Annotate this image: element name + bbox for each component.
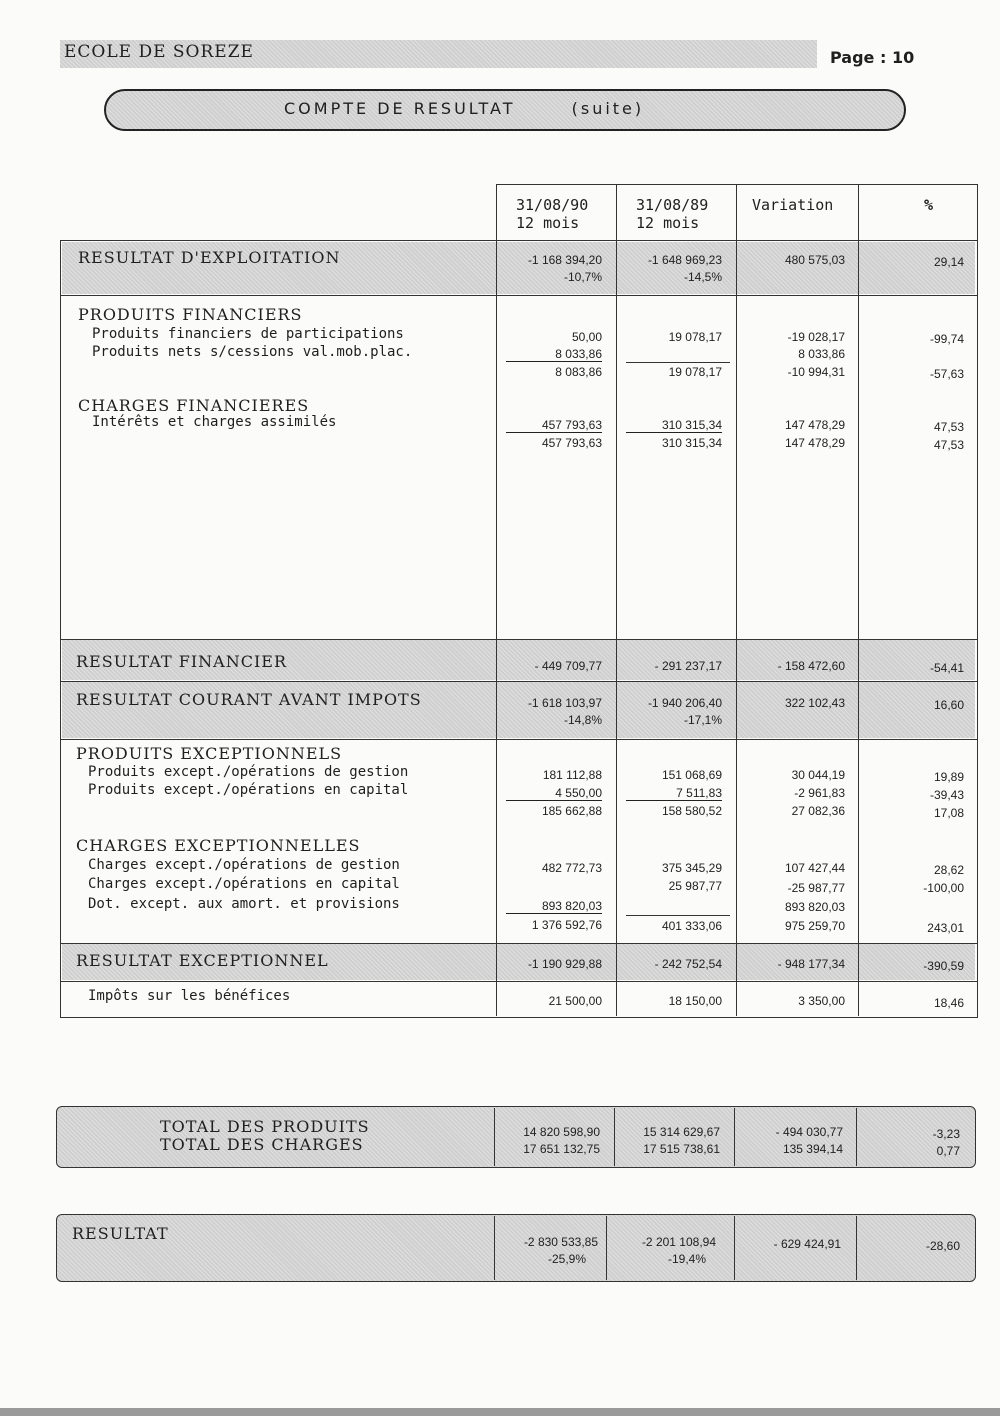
total-produits-1989: 15 314 629,67: [643, 1125, 720, 1139]
total-1990: 457 793,63: [541, 436, 602, 450]
row-label: Produits financiers de participations: [92, 326, 404, 342]
row-label: Intérêts et charges assimilés: [92, 414, 337, 430]
column-header-variation: Variation: [752, 196, 834, 214]
resultat-financier-label: RESULTAT FINANCIER: [76, 652, 287, 671]
value-variation: 147 478,29: [784, 418, 845, 432]
value-variation: 30 044,19: [791, 768, 845, 782]
resultat-exceptionnel-1990: -1 190 929,88: [527, 957, 602, 971]
row-divider: [60, 943, 978, 944]
resultat-1990-pct: -25,9%: [547, 1252, 586, 1266]
row-divider: [60, 639, 978, 640]
resultat-courant-variation: 322 102,43: [784, 696, 845, 710]
value-1990: 4 550,00: [506, 786, 602, 801]
title-suffix: (suite): [571, 99, 645, 118]
column-header-percent: %: [924, 196, 934, 214]
row-label: Produits except./opérations en capital: [88, 782, 409, 798]
resultat-courant-1989-pct: -17,1%: [683, 713, 722, 727]
value-1990: 181 112,88: [542, 768, 602, 782]
col-divider: [496, 240, 497, 1016]
row-label: Produits nets s/cessions val.mob.plac.: [92, 344, 413, 360]
value-variation: 107 427,44: [784, 861, 845, 875]
total-produits-variation: - 494 030,77: [775, 1125, 843, 1139]
resultat-courant-label: RESULTAT COURANT AVANT IMPOTS: [76, 690, 422, 709]
row-label: Charges except./opérations en capital: [88, 876, 400, 892]
value-percent: -100,00: [923, 881, 964, 895]
total-1990: 8 083,86: [555, 365, 602, 379]
subtotal-rule: [626, 915, 730, 916]
value-percent: 47,53: [933, 420, 964, 434]
resultat-exceptionnel-1989: - 242 752,54: [654, 957, 722, 971]
total-variation: 27 082,36: [791, 804, 845, 818]
resultat-exploitation-1989: -1 648 969,23: [647, 253, 722, 267]
resultat-exceptionnel-variation: - 948 177,34: [777, 957, 845, 971]
row-divider: [60, 739, 978, 740]
school-name: ECOLE DE SOREZE: [64, 42, 254, 62]
total-produits-label: TOTAL DES PRODUITS: [160, 1117, 370, 1136]
col-divider: [736, 184, 737, 240]
total-1989: 401 333,06: [661, 919, 722, 933]
col-divider: [616, 240, 617, 1016]
value-variation: -19 028,17: [787, 330, 845, 344]
total-charges-percent: 0,77: [936, 1144, 960, 1158]
total-variation: 147 478,29: [784, 436, 845, 450]
resultat-1990: -2 830 533,85: [523, 1235, 598, 1249]
value-percent: -39,43: [929, 788, 964, 802]
col-divider: [494, 1108, 495, 1166]
charges-financieres-title: CHARGES FINANCIERES: [78, 396, 310, 415]
impots-1990: 21 500,00: [548, 994, 602, 1008]
value-1989: 25 987,77: [668, 879, 722, 893]
row-label: Dot. except. aux amort. et provisions: [88, 896, 400, 912]
value-1990: 893 820,03: [506, 899, 602, 914]
col-divider: [614, 1108, 615, 1166]
total-percent: 17,08: [933, 806, 964, 820]
resultat-exceptionnel-percent: -390,59: [923, 959, 964, 973]
row-label: Charges except./opérations de gestion: [88, 857, 400, 873]
produits-exceptionnels-title: PRODUITS EXCEPTIONNELS: [76, 744, 343, 763]
resultat-label: RESULTAT: [72, 1224, 169, 1243]
value-1989: 310 315,34: [626, 418, 722, 433]
total-charges-variation: 135 394,14: [782, 1142, 843, 1156]
value-percent: 28,62: [933, 863, 964, 877]
resultat-financier-1990: - 449 709,77: [534, 659, 602, 673]
page-number: Page : 10: [830, 48, 915, 67]
value-1990: 457 793,63: [506, 418, 602, 433]
row-divider: [60, 295, 978, 296]
total-variation: 975 259,70: [784, 919, 845, 933]
row-divider: [60, 981, 978, 982]
col-divider: [858, 184, 859, 240]
value-1989: 7 511,83: [626, 786, 722, 801]
resultat-exploitation-variation: 480 575,03: [784, 253, 845, 267]
row-label: Produits except./opérations de gestion: [88, 764, 409, 780]
resultat-courant-1989: -1 940 206,40: [647, 696, 722, 710]
total-charges-1990: 17 651 132,75: [523, 1142, 600, 1156]
value-1990: 8 033,86: [506, 347, 602, 362]
resultat-1989: -2 201 108,94: [641, 1235, 716, 1249]
total-variation: -10 994,31: [787, 365, 845, 379]
col-divider: [858, 240, 859, 1016]
total-1989: 19 078,17: [668, 365, 722, 379]
total-1990: 185 662,88: [541, 804, 602, 818]
column-header-1989: 31/08/89 12 mois: [636, 196, 709, 232]
value-variation: 893 820,03: [784, 900, 845, 914]
subtotal-rule: [626, 362, 730, 363]
resultat-financier-percent: -54,41: [929, 661, 964, 675]
page-title: [284, 99, 644, 118]
value-percent: -99,74: [929, 332, 964, 346]
resultat-exploitation-percent: 29,14: [933, 255, 964, 269]
row-divider: [60, 681, 978, 682]
value-variation: 8 033,86: [798, 347, 845, 361]
total-percent: 243,01: [927, 921, 964, 935]
resultat-financier-variation: - 158 472,60: [777, 659, 845, 673]
resultat-percent: -28,60: [925, 1239, 960, 1253]
total-charges-label: TOTAL DES CHARGES: [160, 1135, 364, 1154]
col-divider: [856, 1108, 857, 1166]
value-percent: 19,89: [933, 770, 964, 784]
value-variation: -25 987,77: [787, 881, 845, 895]
resultat-courant-percent: 16,60: [933, 698, 964, 712]
resultat-exploitation-1990-pct: -10,7%: [563, 270, 602, 284]
resultat-exploitation-label: RESULTAT D'EXPLOITATION: [78, 248, 341, 267]
total-charges-1989: 17 515 738,61: [643, 1142, 720, 1156]
produits-financiers-title: PRODUITS FINANCIERS: [78, 305, 303, 324]
col-divider: [606, 1216, 607, 1280]
charges-exceptionnelles-title: CHARGES EXCEPTIONNELLES: [76, 836, 361, 855]
col-divider: [856, 1216, 857, 1280]
impots-label: Impôts sur les bénéfices: [88, 988, 291, 1004]
col-divider: [494, 1216, 495, 1280]
total-1989: 310 315,34: [661, 436, 722, 450]
column-header-1990: 31/08/90 12 mois: [516, 196, 589, 232]
impots-variation: 3 350,00: [798, 994, 845, 1008]
total-1990: 1 376 592,76: [531, 918, 602, 932]
value-1989: 19 078,17: [668, 330, 722, 344]
value-variation: -2 961,83: [794, 786, 845, 800]
resultat-courant-1990-pct: -14,8%: [563, 713, 602, 727]
resultat-variation: - 629 424,91: [773, 1237, 841, 1251]
total-percent: -57,63: [929, 367, 964, 381]
value-1989: 375 345,29: [661, 861, 722, 875]
resultat-1989-pct: -19,4%: [667, 1252, 706, 1266]
total-produits-1990: 14 820 598,90: [523, 1125, 600, 1139]
impots-1989: 18 150,00: [668, 994, 722, 1008]
resultat-exploitation-1990: -1 168 394,20: [527, 253, 602, 267]
total-1989: 158 580,52: [661, 804, 722, 818]
value-1990: 482 772,73: [541, 861, 602, 875]
resultat-exceptionnel-label: RESULTAT EXCEPTIONNEL: [76, 951, 329, 970]
total-produits-percent: -3,23: [932, 1127, 960, 1141]
col-divider: [616, 184, 617, 240]
value-1990: 50,00: [571, 330, 602, 344]
scan-edge: [0, 1408, 1000, 1416]
title-main: COMPTE DE RESULTAT: [284, 99, 516, 118]
resultat-courant-1990: -1 618 103,97: [527, 696, 602, 710]
resultat-exploitation-1989-pct: -14,5%: [683, 270, 722, 284]
impots-percent: 18,46: [933, 996, 964, 1010]
resultat-financier-1989: - 291 237,17: [654, 659, 722, 673]
value-1989: 151 068,69: [661, 768, 722, 782]
total-percent: 47,53: [933, 438, 964, 452]
